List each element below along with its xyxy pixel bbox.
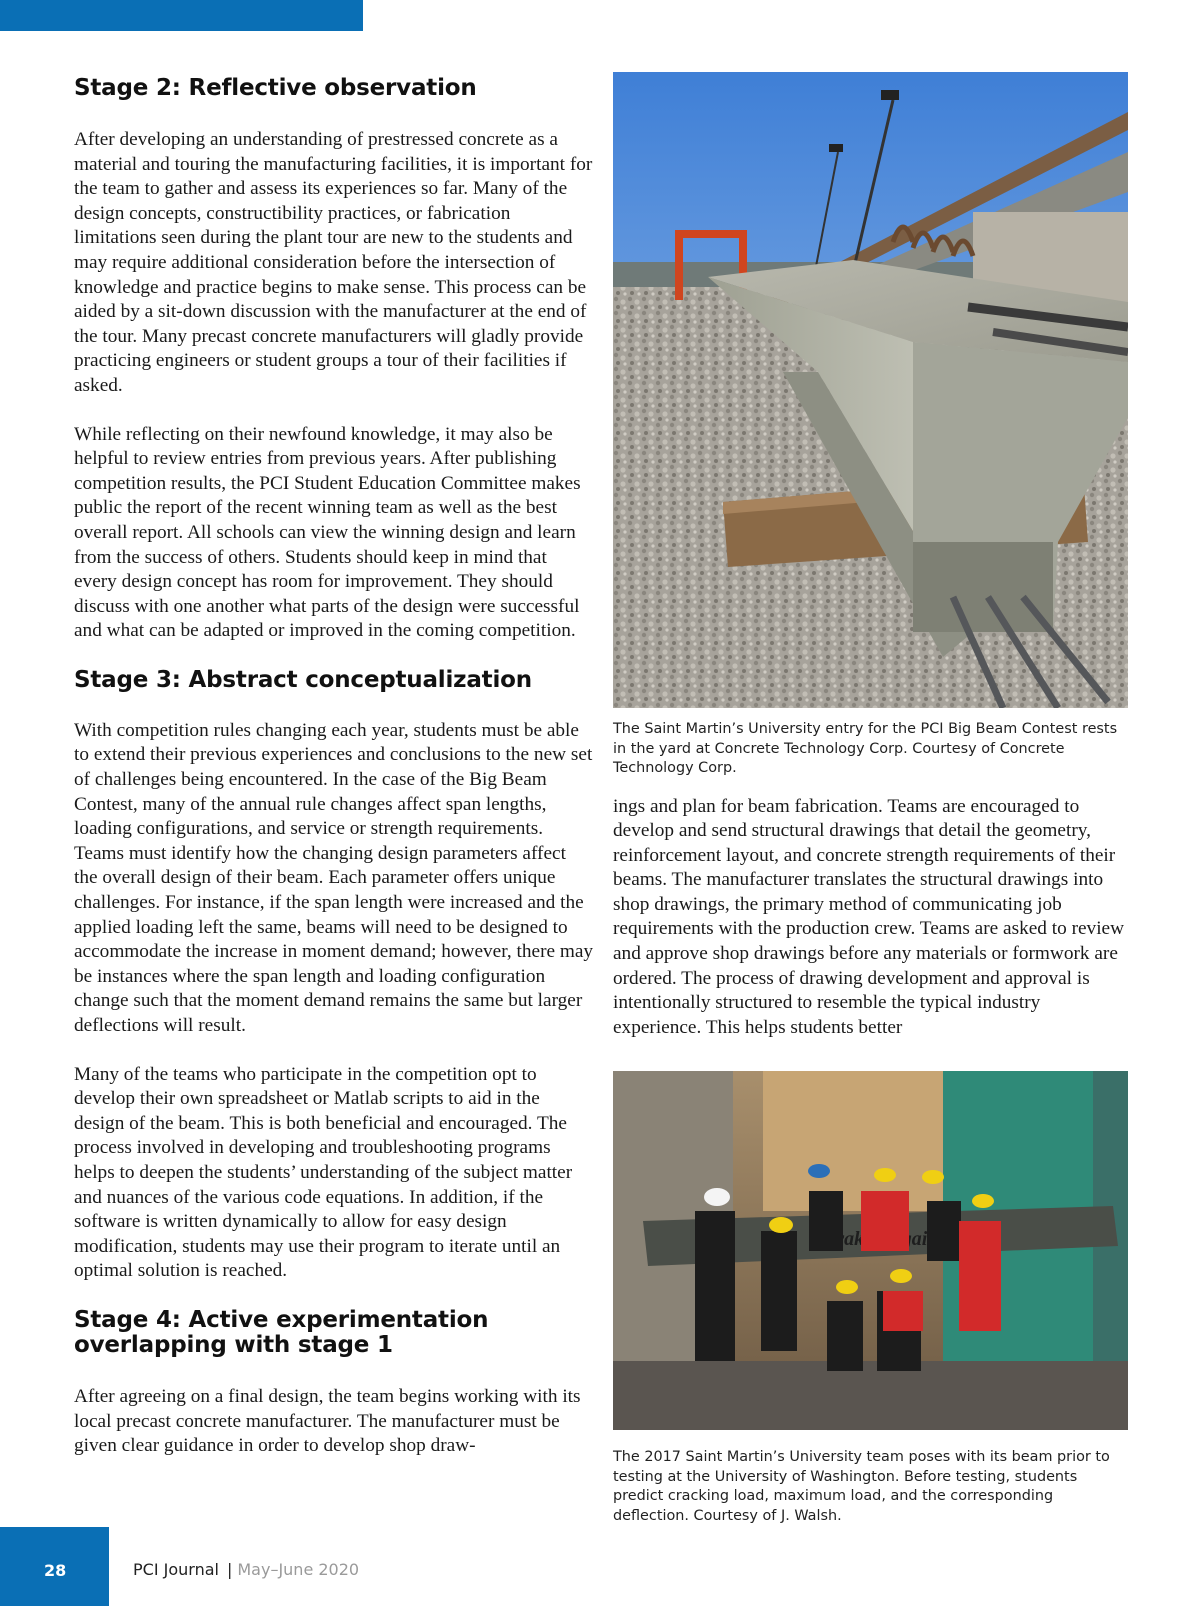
journal-name: PCI Journal <box>133 1560 219 1579</box>
stage4-heading <box>74 1308 594 1358</box>
team-photo-caption: The 2017 Saint Martin’s University team poses with its beam prior to testing at the University of Washington. Before testing, students predict cracking load, maximum load, and the corresponding deflection. Courtesy of J. Walsh. <box>613 1449 1110 1524</box>
footer-separator: | <box>226 1560 233 1579</box>
top-accent-bar <box>0 0 363 31</box>
stage2-paragraph-2: While reflecting on their newfound knowledge, it may also be helpful to review entries from previous years. After publishing competition results, the PCI Student Education Committee makes public the report of the recent winning team as well as the best overall report. All schools can view the winning design and learn from the success of others. Students should keep in mind that every design concept has room for improvement. They should discuss with one another what parts of the design were successful and what can be adapted or improved in the coming competition. <box>74 423 581 642</box>
beam-photo-illustration <box>613 72 1128 708</box>
footer-running-title <box>133 1560 359 1579</box>
stage3-heading: Stage 3: Abstract conceptualization <box>74 666 532 693</box>
stage4-paragraph-1: After agreeing on a final design, the team begins working with its local precast concrete manufacturer. The manufacturer must be given clear guidance in order to develop shop draw- <box>74 1385 581 1457</box>
page-number: 28 <box>44 1561 67 1580</box>
issue-date: May–June 2020 <box>237 1560 360 1579</box>
right-column <box>613 72 1128 1526</box>
left-column <box>74 72 594 1459</box>
team-photo-illustration <box>613 1071 1128 1430</box>
stage3-paragraph-1: With competition rules changing each year, students must be able to extend their previous experiences and conclusions to the new set of challenges being encountered. In the case of the Big Beam Contest, many of the annual rule changes affect span lengths, loading configurations, and service or strength requirements. Teams must identify how the changing design parameters affect the overall design of their beam. Each parameter offers unique challenges. For instance, if the span length were increased and the applied loading left the same, beams will need to be designed to accommodate the increase in moment demand; however, there may be instances where the span length and loading configuration change such that the moment demand remains the same but larger deflections will result. <box>74 719 594 1036</box>
stage2-heading: Stage 2: Reflective observation <box>74 75 477 101</box>
beam-photo-caption: The Saint Martin’s University entry for the PCI Big Beam Contest rests in the yard at Concrete Technology Corp. Courtesy of Concrete Technology Corp. <box>613 721 1118 776</box>
stage4-heading-line-1: Stage 4: Active experimentation <box>74 1306 489 1333</box>
svg-text:Kraken Again: Kraken Again <box>823 1228 939 1251</box>
stage3-paragraph-2: Many of the teams who participate in the competition opt to develop their own spreadsheet or Matlab scripts to aid in the design of the beam. This is both beneficial and encouraged. The process involved in developing and troubleshooting programs helps to deepen the students’ understanding of the subject matter and nuances of the various code equations. In addition, if the software is written dynamically to allow for easy design modification, students may use their program to iterate until an optimal solution is reached. <box>74 1063 573 1282</box>
stage4-paragraph-1-continued: ings and plan for beam fabrication. Teams are encouraged to develop and send structural drawings that detail the geometry, reinforcement layout, and concrete strength requirements of their beams. The manufacturer translates the structural drawings into shop drawings, the primary method of communicating job requirements with the production crew. Teams are asked to review and approve shop drawings before any materials or formwork are ordered. The process of drawing development and approval is intentionally structured to resemble the typical industry experience. This helps students better <box>613 795 1125 1038</box>
beam-photo <box>613 72 1128 708</box>
stage2-paragraph-1: After developing an understanding of prestressed concrete as a material and touring the manufacturing facilities, it is important for the team to gather and assess its experiences so far. Many of the design concepts, constructibility practices, or fabrication limitations seen during the plant tour are new to the students and may require additional consideration before the intersection of knowledge and practice begins to make sense. This process can be aided by a sit-down discussion with the manufacturer at the end of the tour. Many precast concrete manufacturers will gladly provide practicing engineers or student groups a tour of their facilities if asked. <box>74 129 593 396</box>
stage4-heading-line-2: overlapping with stage 1 <box>74 1331 393 1358</box>
team-photo <box>613 1071 1128 1430</box>
